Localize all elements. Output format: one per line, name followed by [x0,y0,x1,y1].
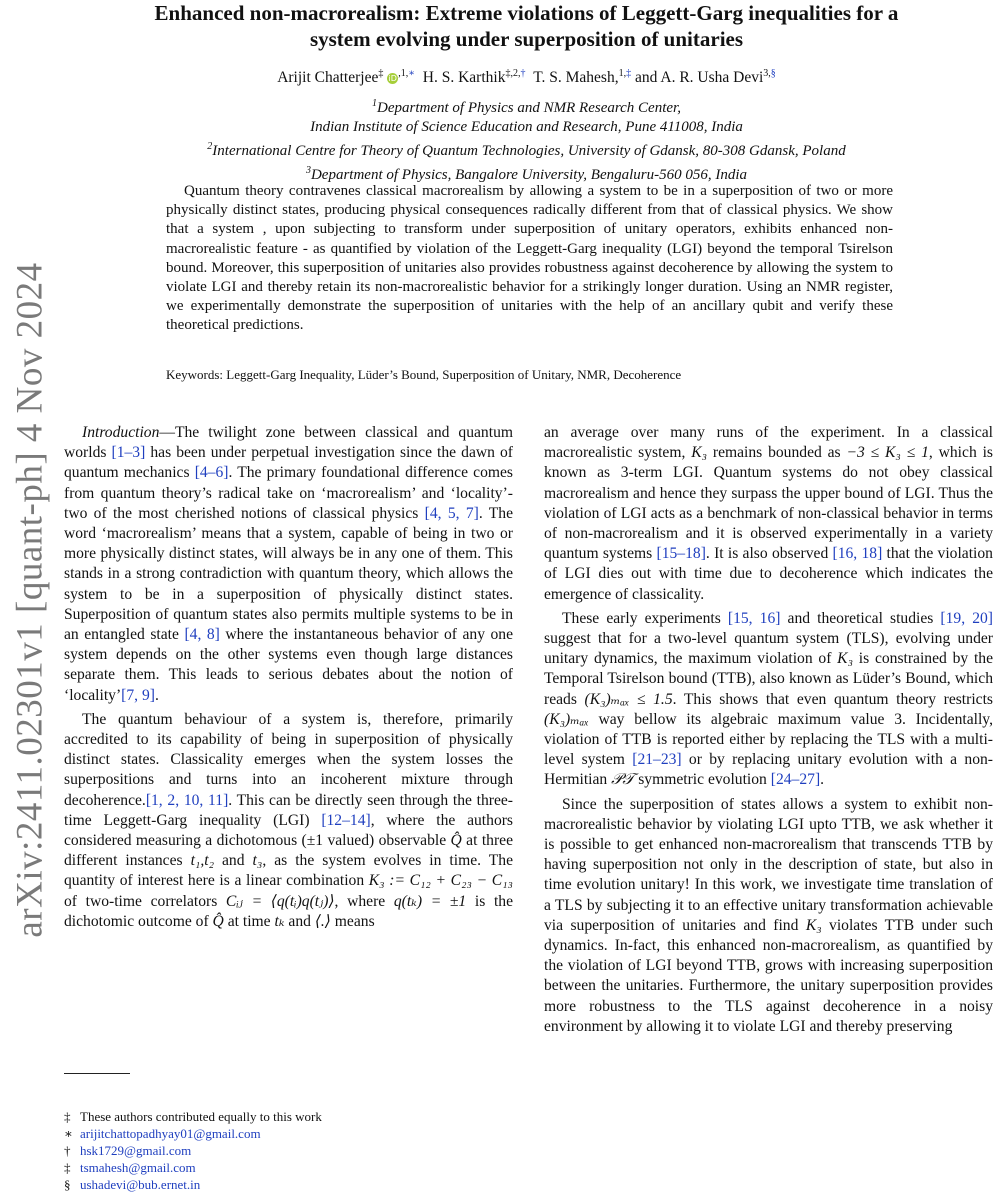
text-run: suggest that for a two-level quantum system (TLS), evolving under unitary dynamics, the maximum violation of [544,630,993,668]
text-run: . It is also observed [705,545,833,563]
email-link[interactable]: tsmahesh@gmail.com [80,1160,196,1175]
arxiv-identifier: arXiv:2411.02301v1 [quant-ph] 4 Nov 2024 [9,262,51,938]
citation-link[interactable]: [4–6] [194,464,229,482]
author-1-mark: ‡ [378,68,384,79]
affiliations [60,94,993,185]
math-inline: t₃ [252,852,263,870]
citation-link[interactable]: [4, 8] [184,626,220,644]
math-inline: −3 ≤ K₃ ≤ 1 [846,444,929,462]
footnotes [64,1108,322,1193]
text-run: or by replacing unitary evolution with a non-Hermitian [544,751,993,789]
text-run: is constrained by the Temporal Tsirelson bound (TTB), also known as Lüder’s Bound, which reads [544,650,993,708]
abstract: Quantum theory contravenes classical macrorealism by allowing a system to be in a superposition of two or more physically distinct states, producing physical consequences radically different from that of classical physics. We show that a system , upon subjecting to transform under superposition of unitary operators, exhibits enhanced non-macrorealistic feature - as quantified by violation of the Leggett-Garg inequality (LGI) beyond the temporal Tsirelson bound. Moreover, this superposition of unitaries also provides robustness against decoherence by allowing the system to violate LGI and thereby retain its non-macrorealistic behavior for a strikingly longer duration. Using an NMR register, we experimentally demonstrate the superposition of unitaries with the help of an ancillary qubit and verify these theoretical predictions. [166,183,893,334]
text-run: . The primary foundational difference comes from quantum theory’s radical take on ‘macrorealism’ and ‘locality’- two of the most cherished notions of classical physics [64,464,513,522]
paragraph-3 [544,609,993,791]
footnote-mark: † [64,1143,71,1158]
email-link[interactable]: hsk1729@gmail.com [80,1143,192,1158]
text-run: , where the authors considered measuring a dichotomous (±1 valued) observable [64,811,513,850]
footnote-text: These authors contributed equally to this work [80,1109,322,1124]
math-inline: (K₃)ₘₐₓ ≤ 1.5 [584,690,673,708]
footnote-mark: ‡ [64,1160,71,1175]
citation-link[interactable]: [15, 16] [727,609,781,627]
text-run: is the dichotomic outcome of [64,892,513,930]
footnote-5 [64,1176,322,1193]
text-run: . [154,686,159,704]
math-inline: q(tₖ) = ±1 [393,892,467,910]
affiliation-2 [60,137,993,161]
text-run: . The word ‘macrorealism’ means that a system, capable of being in two or more physically distinct states, will always be in any one of them. This stands in a strong contradiction with quantum theory, which allows the system to be in a superposition of physically distinct states. Superposition of quantum states also permits multiple systems to be in an entangled state [64,504,513,644]
citation-link[interactable]: [19, 20] [940,609,993,627]
affiliation-1a [60,94,993,118]
author-4-name: A. R. Usha Devi [660,69,764,87]
author-3-email-link[interactable]: ‡ [626,68,632,79]
text-run: violates TTB under such dynamics. In-fact, this enhanced non-macrorealism, as quantified by the violation of LGI beyond TTB, grows with increasing superposition between the unitaries. Furthermore, the unitary superposition provides more robustness to the TLS against decoherence in a noisy environment by allowing it to violate LGI and thereby preserving [544,916,993,1035]
text-run: way bellow its algebraic maximum value 3. Incidentally, violation of TTB is reported either by replacing the TLS with a multi-level system [544,710,993,769]
text-run: remains bounded as [707,444,847,462]
author-4-affil: 3, [763,68,771,79]
text-run: at three different instances [64,832,513,870]
footnote-mark: ‡ [64,1109,71,1124]
math-inline: Cᵢⱼ = ⟨q(tᵢ)q(tⱼ)⟩ [225,892,335,910]
left-column [64,423,513,932]
citation-link[interactable]: [21–23] [632,751,682,769]
footnote-4 [64,1159,322,1176]
paper-title [60,0,993,52]
text-run: . [820,771,825,789]
text-run: at time [223,912,275,930]
text-run: , which is known as 3-term LGI. Quantum systems do not obey classical macrorealism and hence they surpass the upper bound of LGI. Thus the violation of LGI acts as a benchmark of non-classical behavior in terms of non-macrorealism and it is observed experimentally in a variety quantum systems [544,444,993,563]
text-run: and theoretical studies [780,609,941,627]
math-inline: (K₃)ₘₐₓ [544,710,589,728]
email-link[interactable]: arijitchattopadhyay01@gmail.com [80,1126,261,1141]
paragraph-4 [544,795,993,1037]
text-run: an average over many runs of the experiment. In a classical macrorealistic system, [544,424,993,462]
footnote-mark: § [64,1177,71,1192]
text-run: , as the system evolves in time. The quantity of interest here is a linear combination [64,852,514,890]
intro-paragraph [64,423,513,706]
citation-link[interactable]: [24–27] [770,771,821,789]
citation-link[interactable]: [16, 18] [832,545,883,563]
paragraph-2 [64,710,513,932]
text-run: means [330,912,375,930]
citation-link[interactable]: [7, 9] [121,686,155,704]
math-inline: t₁,t₂ [190,852,214,870]
author-1-affil: ,1, [398,68,409,79]
math-inline: K₃ [837,650,853,668]
affiliation-3-number: 3 [305,165,311,176]
paragraph-continued [544,423,993,605]
email-link[interactable]: ushadevi@bub.ernet.in [80,1177,201,1192]
math-inline: Q̂ [450,832,462,850]
affiliation-2-number: 2 [207,141,213,152]
title-line-1: Enhanced non-macrorealism: Extreme violations of Leggett-Garg inequalities for a [154,1,899,25]
math-inline: K₃ [805,916,822,934]
author-1-name: Arijit Chatterjee [277,69,379,87]
affiliation-1b: Indian Institute of Science Education and Research, Pune 411008, India [310,119,743,135]
author-list [60,68,993,87]
citation-link[interactable]: [4, 5, 7] [424,504,479,522]
math-inline: ⟨.⟩ [314,912,331,930]
text-run: that the violation of LGI dies out with time due to decoherence which indicates the emergence of classicality. [544,545,993,603]
arxiv-sidebar [0,0,60,1200]
author-3-affil: 1, [618,68,627,79]
footnote-2 [64,1125,322,1142]
text-run: and [284,912,315,930]
footnote-rule [64,1073,130,1074]
footnote-mark: ∗ [64,1126,73,1141]
math-inline: K₃ := C₁₂ + C₂₃ − C₁₃ [368,872,513,890]
author-2-affil: ‡,2, [505,68,521,79]
citation-link[interactable]: [1–3] [111,444,146,462]
affiliation-3-text: Department of Physics, Bangalore University, Bengaluru-560 056, India [310,167,748,183]
text-run: has been under perpetual investigation since the dawn of quantum mechanics [64,444,513,482]
affiliation-2-text: International Centre for Theory of Quantum Technologies, University of Gdansk, 80-308 Gdansk, Poland [212,143,846,159]
author-3-name: T. S. Mahesh, [533,69,619,87]
text-run: The quantum behaviour of a system is, therefore, primarily accredited to its capability of being in superposition of physically distinct states. Classicality emerges when the system losses the superpositions and turns into an incoherent mixture through decoherence. [64,710,513,809]
text-run: of two-time correlators [64,892,226,910]
author-1-email-link[interactable]: ∗ [408,68,416,79]
author-2-email-link[interactable]: † [520,68,526,79]
title-line-2: system evolving under superposition of unitaries [309,27,744,51]
text-run: . This can be directly seen through the three-time Leggett-Garg inequality (LGI) [64,791,513,829]
text-run: These early experiments [562,609,728,627]
author-and: and [634,69,658,87]
footnote-1 [64,1108,322,1125]
text-run: , where [334,892,394,910]
citation-link[interactable]: [12–14] [321,811,371,829]
right-column [544,423,993,1037]
text-run: where the instantaneous behavior of any one system depends on the other systems even though large distances separate them. This leads to serious debates about the notion of ‘locality’ [64,626,514,704]
citation-link[interactable]: [15–18] [656,545,706,563]
text-run: and [214,852,253,870]
text-run: Since the superposition of states allows a system to exhibit non-macrorealistic behavior by violating LGI upto TTB, we ask whether it is possible to get enhanced non-macrorealism that transcends TTB by having superposition not only in the description of state, but also in time evolution unitary! In this work, we investigate time translation of a TLS by subjecting it to an effective unitary transformation achievable via superposition of unitaries and find [544,795,993,934]
math-inline: Q̂ [212,912,224,930]
math-inline: 𝒫𝒯 [611,771,635,789]
footnote-3 [64,1142,322,1159]
citation-link[interactable]: [1, 2, 10, 11] [145,791,229,809]
author-4-email-link[interactable]: § [770,68,776,79]
intro-heading: Introduction [82,424,160,441]
author-2-name: H. S. Karthik [422,69,506,87]
keywords: Keywords: Leggett-Garg Inequality, Lüder’s Bound, Superposition of Unitary, NMR, Decoherence [166,367,682,382]
affiliation-1-number: 1 [372,98,377,109]
text-run: —The twilight zone between classical and quantum worlds [64,424,513,462]
math-inline: tₖ [274,912,285,930]
affiliation-1a-text: Department of Physics and NMR Research Center, [377,100,681,116]
text-run: symmetric evolution [634,771,771,789]
text-run: . This shows that even quantum theory restricts [672,690,993,708]
orcid-icon[interactable]: iD [388,74,397,84]
math-inline: K₃ [691,444,708,462]
